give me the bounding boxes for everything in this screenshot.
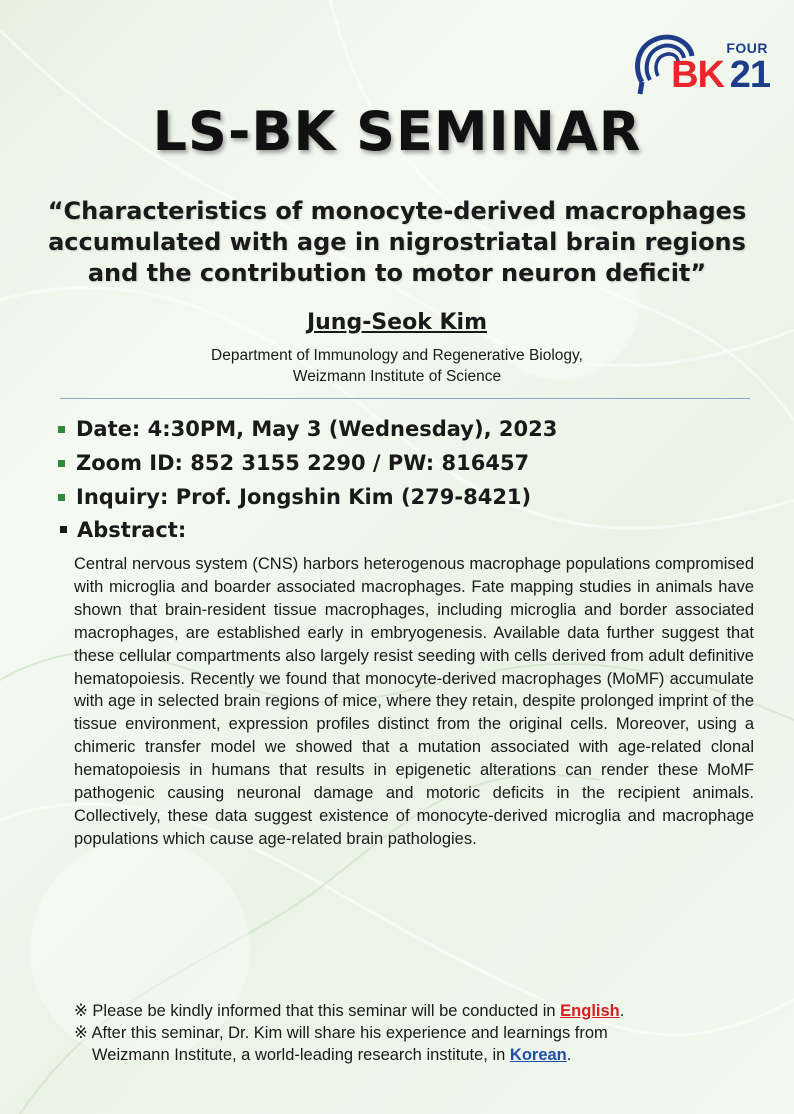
abstract-text: Central nervous system (CNS) harbors heterogenous macrophage populations compromised with microglia and boarder associated macrophages. Fate mapping studies in animals have shown that brain-resident tissue macrophages, including microglia and border associated macrophages, are established early in embryogenesis. Available data further suggest that these cellular compartments also largely resist seeding with cells derived from adult definitive hematopoiesis. Recently we found that monocyte-derived macrophages (MoMF) accumulate with age in selected brain regions of mice, where they retain, despite prolonged imprint of the tissue environment, expression profiles distinct from the original cells. Moreover, using a chimeric transfer model we showed that a mutation associated with age-related clonal hematopoiesis in humans that results in epigenetic alterations can render these MoMF pathogenic causing neuronal damage and motoric deficits in the recipient animals. Collectively, these data suggest existence of monocyte-derived microglia and macrophage populations which cause age-related brain pathologies. (74, 555, 754, 848)
bullet-square-icon (58, 494, 65, 501)
logo-21-text: 21 (729, 54, 770, 96)
talk-title-line: accumulated with age in nigrostriatal brain regions (48, 228, 746, 256)
seminar-notes (74, 1000, 774, 1066)
note-language-english: English (560, 1002, 620, 1020)
talk-title (40, 196, 754, 289)
bullet-square-icon (58, 460, 65, 467)
note-sharing-text: Weizmann Institute, a world-leading research institute, in (92, 1046, 510, 1064)
note-period: . (619, 1002, 625, 1020)
affiliation-line: Weizmann Institute of Science (292, 368, 502, 385)
note-language-korean: Korean (509, 1046, 567, 1064)
abstract-heading (56, 518, 186, 542)
abstract-heading-text: Abstract: (77, 518, 187, 542)
note-language-text: ※ Please be kindly informed that this seminar will be conducted in (74, 1002, 561, 1020)
note-sharing-line2 (74, 1044, 774, 1066)
info-inquiry (56, 482, 756, 516)
note-period: . (566, 1046, 572, 1064)
info-zoom-text: Zoom ID: 852 3155 2290 / PW: 816457 (76, 451, 530, 475)
seminar-info-list (56, 414, 756, 516)
speaker-name: Jung-Seok Kim (306, 310, 488, 335)
info-date (56, 414, 756, 448)
bullet-square-icon (58, 426, 65, 433)
info-inquiry-text: Inquiry: Prof. Jongshin Kim (279-8421) (76, 485, 532, 509)
bullet-square-icon (60, 526, 67, 533)
logo-bk-text: BK (671, 54, 724, 96)
info-zoom (56, 448, 756, 482)
info-date-text: Date: 4:30PM, May 3 (Wednesday), 2023 (76, 417, 558, 441)
logo-four-text: FOUR (726, 40, 768, 56)
seminar-title: LS-BK SEMINAR (152, 100, 642, 163)
talk-title-line: and the contribution to motor neuron deficit” (87, 259, 707, 287)
note-language (74, 1000, 774, 1022)
note-sharing-line1: ※ After this seminar, Dr. Kim will share his experience and learnings from (74, 1024, 608, 1042)
speaker-affiliation (0, 345, 794, 387)
bk21-four-logo (632, 30, 772, 98)
section-divider (60, 398, 750, 399)
affiliation-line: Department of Immunology and Regenerative Biology, (211, 347, 583, 364)
talk-title-line: “Characteristics of monocyte-derived macrophages (47, 197, 747, 225)
note-sharing (74, 1022, 774, 1044)
